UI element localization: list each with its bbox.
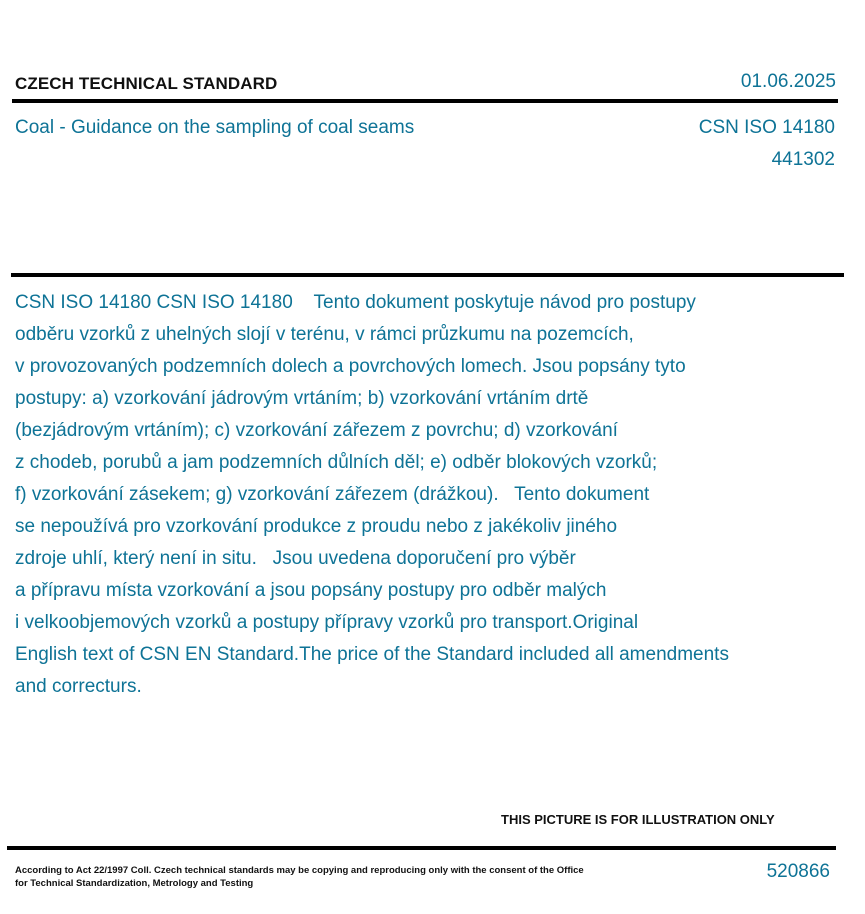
classification-code: 441302 — [771, 149, 835, 170]
footer-divider — [7, 846, 836, 850]
standard-number: CSN ISO 14180 — [698, 117, 835, 138]
title-divider — [11, 273, 844, 277]
abstract-text: CSN ISO 14180 CSN ISO 14180 Tento dokument poskytuje návod pro postupy odběru vzorků z uhelných slojí v terénu, v rámci průzkumu na pozemcích, v provozovaných podzemních dolech a povrchových lomech. Jsou popsány tyto postupy: a) vzorkování jádrovým vrtáním; b) vzorkování vrtáním drtě (bezjádrovým vrtáním); c) vzorkování zářezem z povrchu; d) vzorkování z chodeb, porubů a jam podzemních důlních děl; e) odběr blokových vzorků; f) vzorkování zásekem; g) vzorkování zářezem (drážkou). Tento dokument se nepoužívá pro vzorkování produkce z proudu nebo z jakékoliv jiného zdroje uhlí, který není in situ. Jsou uvedena doporučení pro výběr a přípravu místa vzorkování a jsou popsány postupy pro odběr malých i velkoobjemových vzorků a postupy přípravy vzorků pro transport.Original English text of CSN EN Standard.The price of the Standard included all amendments and correcturs. — [15, 292, 729, 697]
standard-type-heading: CZECH TECHNICAL STANDARD — [15, 74, 278, 93]
document-title: Coal - Guidance on the sampling of coal seams — [15, 117, 415, 138]
publication-date: 01.06.2025 — [740, 71, 836, 92]
legal-notice — [15, 864, 585, 890]
catalog-code: 520866 — [766, 861, 830, 882]
legal-notice-line-1: According to Act 22/1997 Coll. Czech technical standards may be copying and reproducing only with the consent of the Office — [15, 865, 584, 876]
illustration-disclaimer: THIS PICTURE IS FOR ILLUSTRATION ONLY — [501, 812, 775, 827]
legal-notice-line-2: for Technical Standardization, Metrology and Testing — [15, 878, 254, 889]
header-divider — [12, 99, 838, 103]
